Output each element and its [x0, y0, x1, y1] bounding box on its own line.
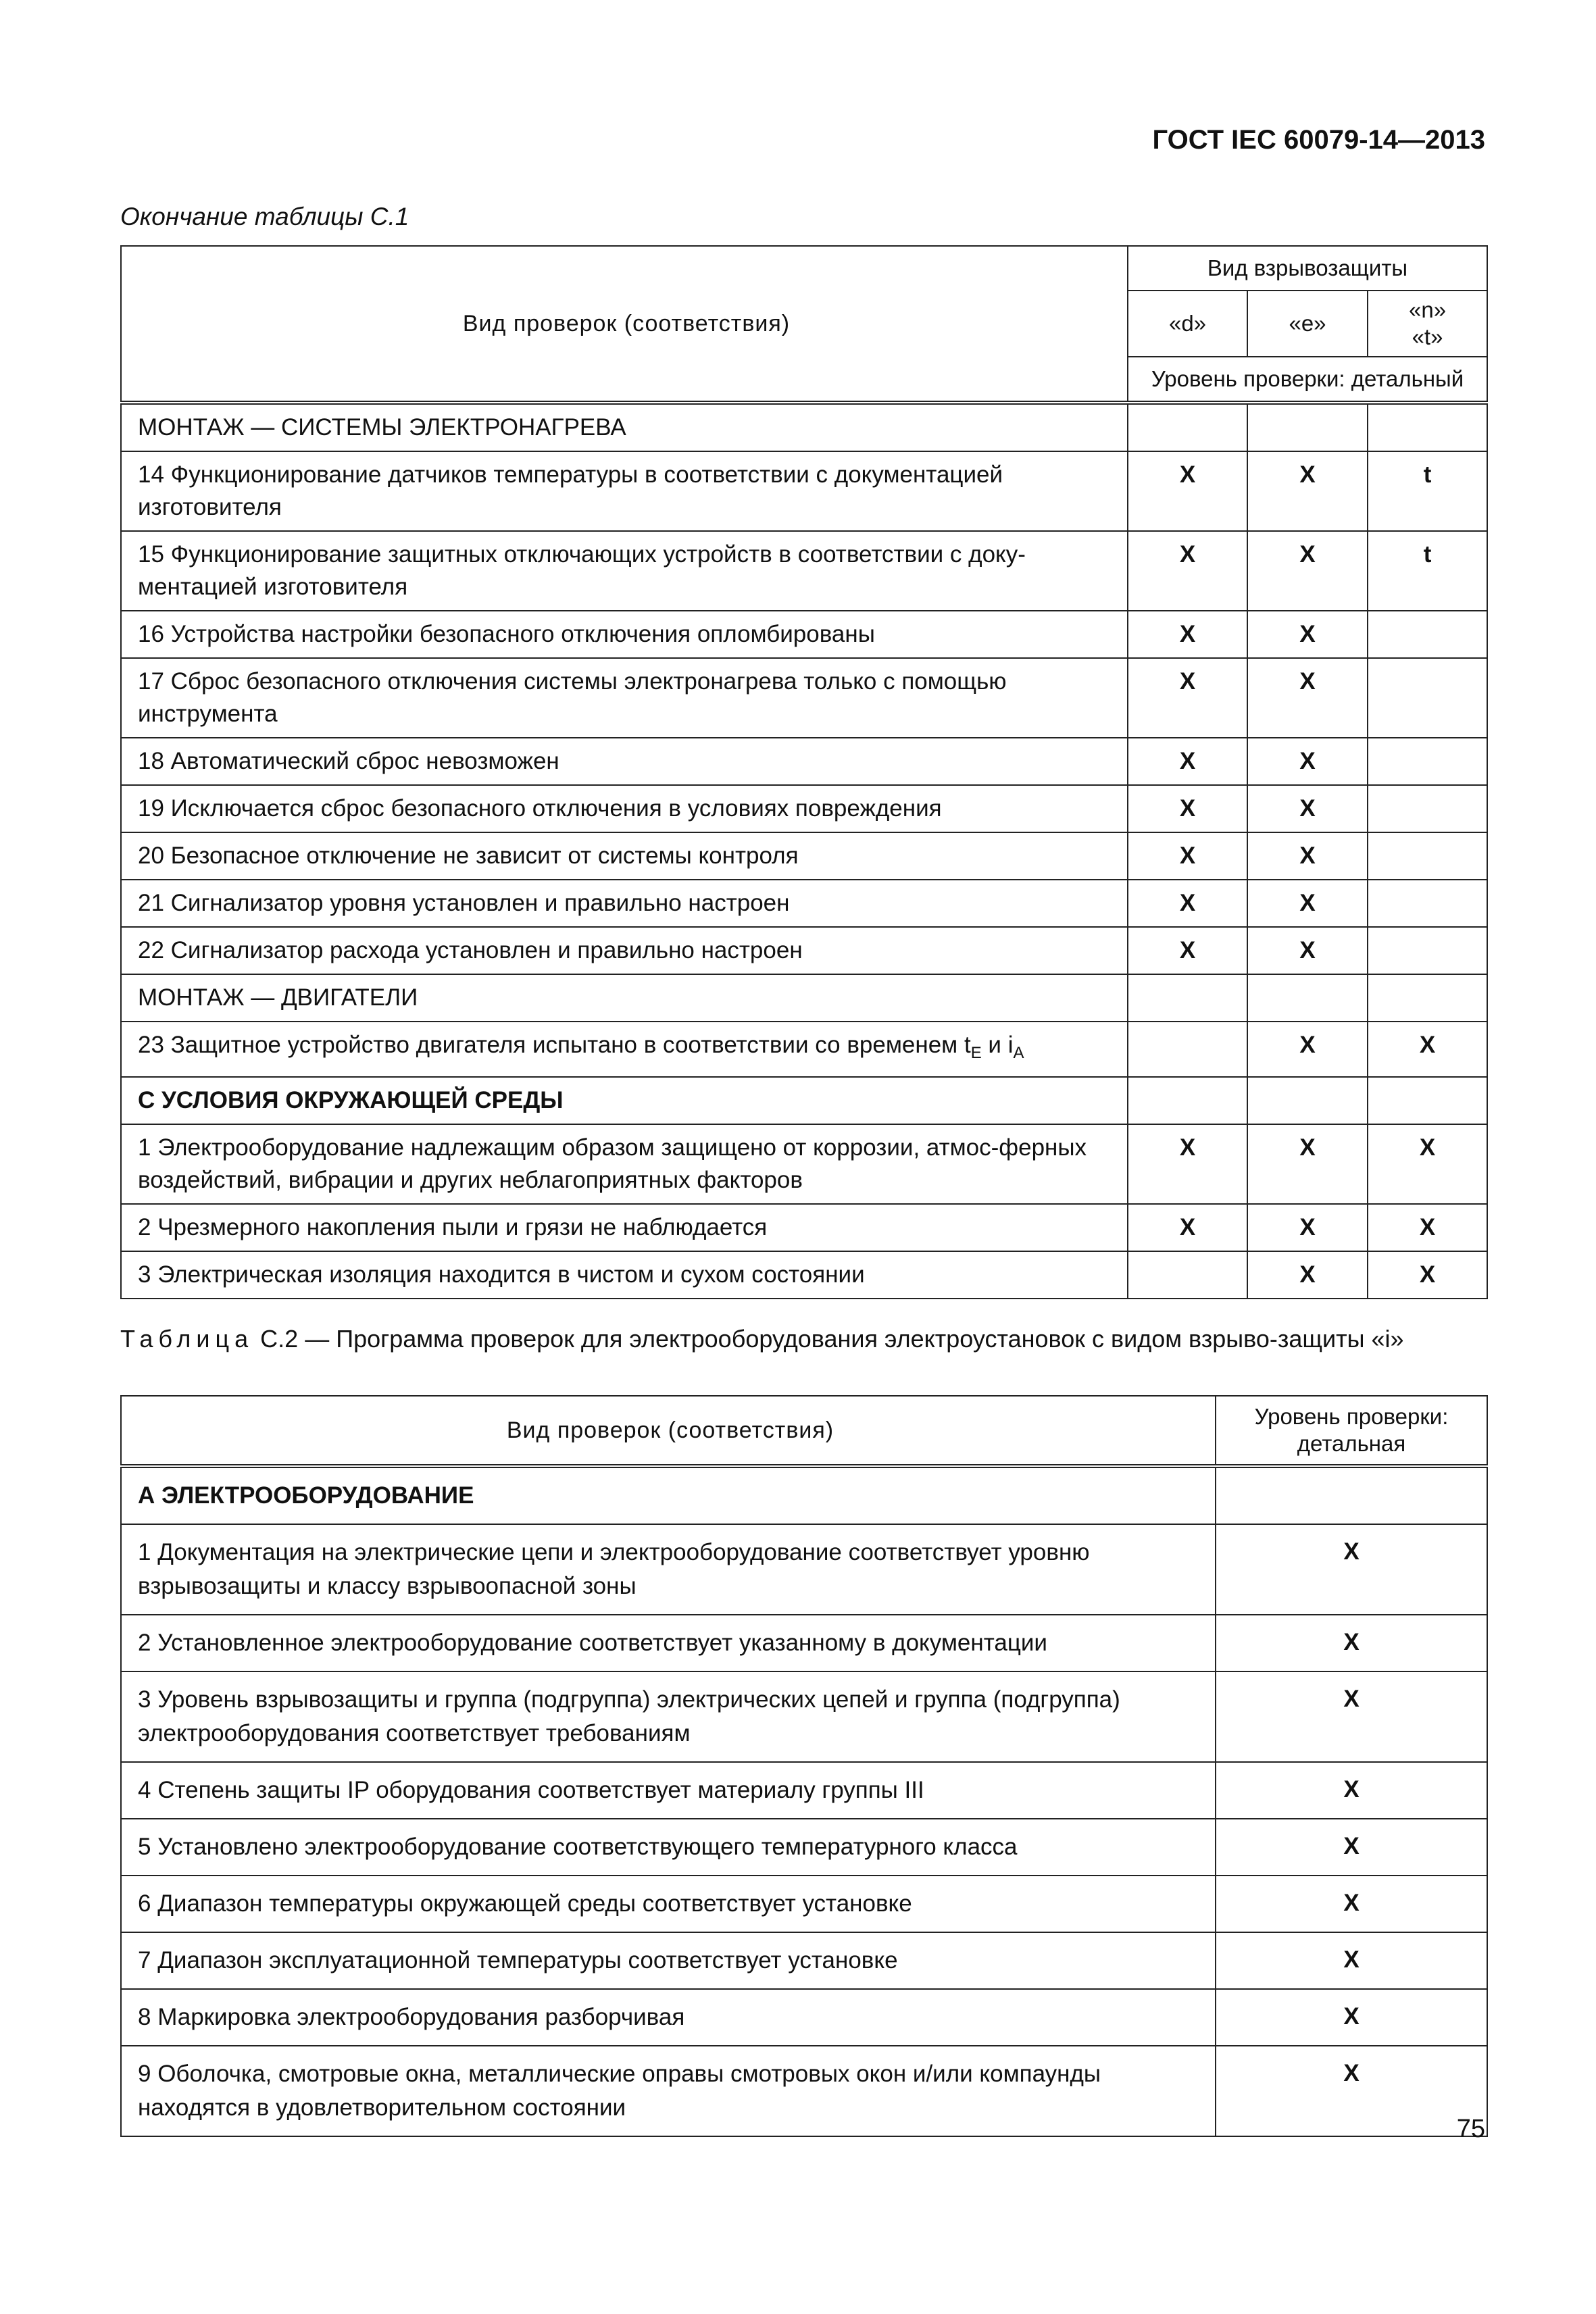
- row-check-text: А ЭЛЕКТРООБОРУДОВАНИЕ: [121, 1466, 1216, 1524]
- document-standard-id: ГОСТ IEC 60079-14—2013: [1152, 125, 1485, 155]
- table-row: [121, 1022, 1487, 1077]
- table-row: [121, 451, 1487, 531]
- row-check-text: 1 Документация на электрические цепи и электрооборудование соответствует уровню взрывозащиты и классу взрывоопасной зоны: [121, 1524, 1216, 1615]
- mark-n: [1368, 1077, 1487, 1124]
- mark-d: [1128, 403, 1247, 451]
- row-check-text: С УСЛОВИЯ ОКРУЖАЮЩЕЙ СРЕДЫ: [121, 1077, 1128, 1124]
- row-check-text: 22 Сигнализатор расхода установлен и правильно настроен: [121, 927, 1128, 974]
- table-row: [121, 1671, 1487, 1762]
- table-row: [121, 974, 1487, 1022]
- mark-n: [1368, 880, 1487, 927]
- table-row: [121, 832, 1487, 880]
- row-check-text: 6 Диапазон температуры окружающей среды соответствует установке: [121, 1876, 1216, 1932]
- mark: X: [1216, 1671, 1487, 1762]
- table-row: [121, 531, 1487, 611]
- mark-d: X: [1128, 658, 1247, 738]
- table2-caption-text: С.2 — Программа проверок для электрооборудования электроустановок с видом взрыво-защиты «i»: [260, 1325, 1404, 1353]
- mark-e: X: [1247, 927, 1368, 974]
- table-c2: [120, 1395, 1488, 2137]
- row-check-text: 2 Установленное электрооборудование соответствует указанному в документации: [121, 1615, 1216, 1671]
- mark: X: [1216, 1989, 1487, 2046]
- inspection-level: Уровень проверки: детальный: [1128, 357, 1487, 403]
- mark-d: X: [1128, 785, 1247, 832]
- mark-d: X: [1128, 880, 1247, 927]
- table-row: [121, 1615, 1487, 1671]
- row-check-text: 8 Маркировка электрооборудования разборчивая: [121, 1989, 1216, 2046]
- protection-type-n: «n» «t»: [1368, 291, 1487, 357]
- table1-caption: Окончание таблицы С.1: [120, 203, 409, 230]
- table-row: [121, 738, 1487, 785]
- mark-e: X: [1247, 738, 1368, 785]
- mark-n: [1368, 738, 1487, 785]
- mark-e: X: [1247, 880, 1368, 927]
- row-check-text: 3 Электрическая изоляция находится в чистом и сухом состоянии: [121, 1251, 1128, 1299]
- mark-d: X: [1128, 927, 1247, 974]
- mark-e: X: [1247, 1204, 1368, 1251]
- mark-e: X: [1247, 611, 1368, 658]
- row-check-text: 16 Устройства настройки безопасного отключения опломбированы: [121, 611, 1128, 658]
- mark-n: [1368, 832, 1487, 880]
- mark-n: X: [1368, 1022, 1487, 1077]
- row-check-text: МОНТАЖ — ДВИГАТЕЛИ: [121, 974, 1128, 1022]
- table-row: [121, 880, 1487, 927]
- mark-n: X: [1368, 1251, 1487, 1299]
- mark-n: [1368, 927, 1487, 974]
- row-check-text: 23 Защитное устройство двигателя испытано в соответствии со временем $t_E$ и $i_A$: [121, 1022, 1128, 1077]
- row-check-text: 15 Функционирование защитных отключающих устройств в соответствии с доку-ментацией изготовителя: [121, 531, 1128, 611]
- table-row: [121, 658, 1487, 738]
- table-row: [121, 1124, 1487, 1204]
- table-row: [121, 927, 1487, 974]
- mark: X: [1216, 1524, 1487, 1615]
- mark-d: X: [1128, 738, 1247, 785]
- table-row: [121, 1989, 1487, 2046]
- mark-e: X: [1247, 1124, 1368, 1204]
- row-check-text: МОНТАЖ — СИСТЕМЫ ЭЛЕКТРОНАГРЕВА: [121, 403, 1128, 451]
- mark-e: X: [1247, 451, 1368, 531]
- row-check-text: 20 Безопасное отключение не зависит от системы контроля: [121, 832, 1128, 880]
- mark-d: [1128, 974, 1247, 1022]
- table-row: [121, 1204, 1487, 1251]
- page-number: 75: [1456, 2115, 1485, 2143]
- row-check-text: 21 Сигнализатор уровня установлен и правильно настроен: [121, 880, 1128, 927]
- mark-e: X: [1247, 1022, 1368, 1077]
- mark-e: X: [1247, 1251, 1368, 1299]
- table-row: [121, 1251, 1487, 1299]
- inspection-level: Уровень проверки: детальная: [1216, 1396, 1487, 1466]
- mark: [1216, 1466, 1487, 1524]
- mark-d: [1128, 1077, 1247, 1124]
- protection-type-d: «d»: [1128, 291, 1247, 357]
- row-check-text: 1 Электрооборудование надлежащим образом защищено от коррозии, атмос-ферных воздействий, вибрации и других неблагоприятных факторов: [121, 1124, 1128, 1204]
- table-row: [121, 1932, 1487, 1989]
- mark: X: [1216, 1819, 1487, 1876]
- mark-d: X: [1128, 611, 1247, 658]
- mark-n: [1368, 785, 1487, 832]
- mark-n: [1368, 403, 1487, 451]
- mark-e: [1247, 1077, 1368, 1124]
- mark-d: X: [1128, 531, 1247, 611]
- mark-n: [1368, 611, 1487, 658]
- mark-n: t: [1368, 451, 1487, 531]
- mark: X: [1216, 1932, 1487, 1989]
- mark-e: [1247, 403, 1368, 451]
- mark-n: t: [1368, 531, 1487, 611]
- row-check-text: 9 Оболочка, смотровые окна, металлические оправы смотровых окон и/или компаунды находятся в удовлетворительном состоянии: [121, 2046, 1216, 2136]
- table-row: [121, 785, 1487, 832]
- mark-n: [1368, 974, 1487, 1022]
- row-check-text: 3 Уровень взрывозащиты и группа (подгруппа) электрических цепей и группа (подгруппа) электрооборудования соответствует требованиям: [121, 1671, 1216, 1762]
- table2-caption-label: Таблица: [120, 1325, 254, 1353]
- row-check-text: 18 Автоматический сброс невозможен: [121, 738, 1128, 785]
- col-header-check-type: Вид проверок (соответствия): [121, 246, 1128, 403]
- table-row: [121, 1876, 1487, 1932]
- mark: X: [1216, 2046, 1487, 2136]
- row-check-text: 2 Чрезмерного накопления пыли и грязи не наблюдается: [121, 1204, 1128, 1251]
- mark-e: X: [1247, 658, 1368, 738]
- table-row: [121, 403, 1487, 451]
- table2-caption: [120, 1323, 1487, 1355]
- mark-d: X: [1128, 451, 1247, 531]
- table-row: [121, 1077, 1487, 1124]
- row-check-text: 17 Сброс безопасного отключения системы электронагрева только с помощью инструмента: [121, 658, 1128, 738]
- mark-e: X: [1247, 832, 1368, 880]
- table-row: [121, 2046, 1487, 2136]
- mark-d: [1128, 1251, 1247, 1299]
- mark-n: X: [1368, 1124, 1487, 1204]
- mark-d: X: [1128, 1124, 1247, 1204]
- table-row: [121, 1466, 1487, 1524]
- mark-d: X: [1128, 1204, 1247, 1251]
- mark-e: X: [1247, 531, 1368, 611]
- table-row: [121, 1524, 1487, 1615]
- mark: X: [1216, 1876, 1487, 1932]
- mark-n: X: [1368, 1204, 1487, 1251]
- table-row: [121, 611, 1487, 658]
- row-check-text: 14 Функционирование датчиков температуры в соответствии с документацией изготовителя: [121, 451, 1128, 531]
- mark-d: X: [1128, 832, 1247, 880]
- mark-e: X: [1247, 785, 1368, 832]
- protection-type-e: «e»: [1247, 291, 1368, 357]
- table-row: [121, 1819, 1487, 1876]
- mark-d: [1128, 1022, 1247, 1077]
- row-check-text: 4 Степень защиты IP оборудования соответствует материалу группы III: [121, 1762, 1216, 1819]
- table-c1-continuation: [120, 245, 1488, 1299]
- col-header-check-type: Вид проверок (соответствия): [121, 1396, 1216, 1466]
- row-check-text: 7 Диапазон эксплуатационной температуры соответствует установке: [121, 1932, 1216, 1989]
- mark: X: [1216, 1762, 1487, 1819]
- mark-e: [1247, 974, 1368, 1022]
- row-check-text: 5 Установлено электрооборудование соответствующего температурного класса: [121, 1819, 1216, 1876]
- table-row: [121, 1762, 1487, 1819]
- group-header-protection-type: Вид взрывозащиты: [1128, 246, 1487, 291]
- row-check-text: 19 Исключается сброс безопасного отключения в условиях повреждения: [121, 785, 1128, 832]
- mark: X: [1216, 1615, 1487, 1671]
- mark-n: [1368, 658, 1487, 738]
